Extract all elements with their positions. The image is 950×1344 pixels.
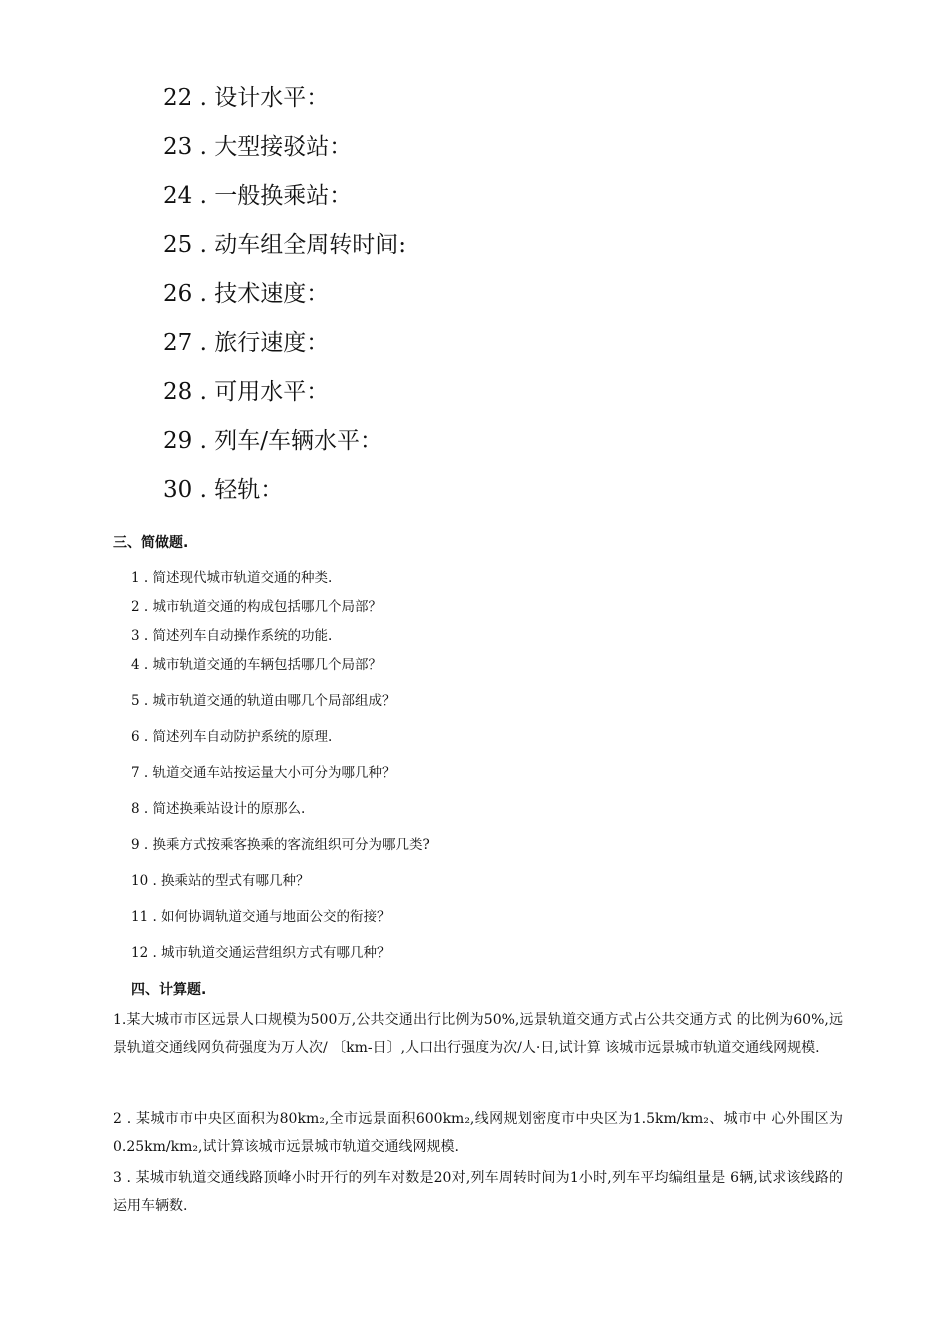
term-22: 22 . 设计水平： [163,85,330,111]
section-heading-calculation: 四、计算题. [131,982,207,998]
question-4: 4 . 城市轨道交通的车辆包括哪几个局部？ [131,657,382,673]
question-9: 9 . 换乘方式按乘客换乘的客流组织可分为哪几类? [131,837,430,853]
question-6: 6 . 简述列车自动防护系统的原理. [131,729,333,745]
term-29: 29 . 列车/车辆水平： [163,428,383,454]
question-2: 2 . 城市轨道交通的构成包括哪几个局部？ [131,599,382,615]
question-1: 1 . 简述现代城市轨道交通的种类. [131,570,333,586]
question-7: 7 . 轨道交通车站按运量大小可分为哪几种？ [131,765,396,781]
term-28: 28 . 可用水平： [163,379,330,405]
calc-problem-1: 1.某大城市市区远景人口规模为500万,公共交通出行比例为50%,远景轨道交通方式占公共交通方式 的比例为60%,远景轨道交通线网负荷强度为万人次/ 〔km-日〕,人口出行强度为次/人·日,试计算 该城市远景城市轨道交通线网规模. [113,1012,843,1056]
term-27: 27 . 旅行速度： [163,330,330,356]
term-24: 24 . 一般换乘站： [163,183,353,209]
calc-problem-3: 3 . 某城市轨道交通线路顶峰小时开行的列车对数是20对,列车周转时间为1小时,列车平均编组量是 6辆,试求该线路的运用车辆数. [113,1170,843,1214]
term-23: 23 . 大型接驳站： [163,134,353,160]
question-12: 12 . 城市轨道交通运营组织方式有哪几种？ [131,945,391,961]
section-heading-short-answer: 三、简做题. [113,535,189,551]
question-5: 5 . 城市轨道交通的轨道由哪几个局部组成？ [131,693,396,709]
question-10: 10 . 换乘站的型式有哪几种？ [131,873,310,889]
calc-problem-2: 2 . 某城市市中央区面积为80km₂,全市远景面积600km₂,线网规划密度市中央区为1.5km/km₂、城市中 心外围区为0.25km/km₂,试计算该城市远景城市轨道交通线网规模. [113,1111,843,1155]
term-25: 25 . 动车组全周转时间: [163,232,406,258]
question-11: 11 . 如何协调轨道交通与地面公交的衔接？ [131,909,391,925]
question-3: 3 . 简述列车自动操作系统的功能. [131,628,333,644]
term-30: 30 . 轻轨： [163,477,284,503]
question-8: 8 . 简述换乘站设计的原那么. [131,801,306,817]
term-26: 26 . 技术速度： [163,281,330,307]
